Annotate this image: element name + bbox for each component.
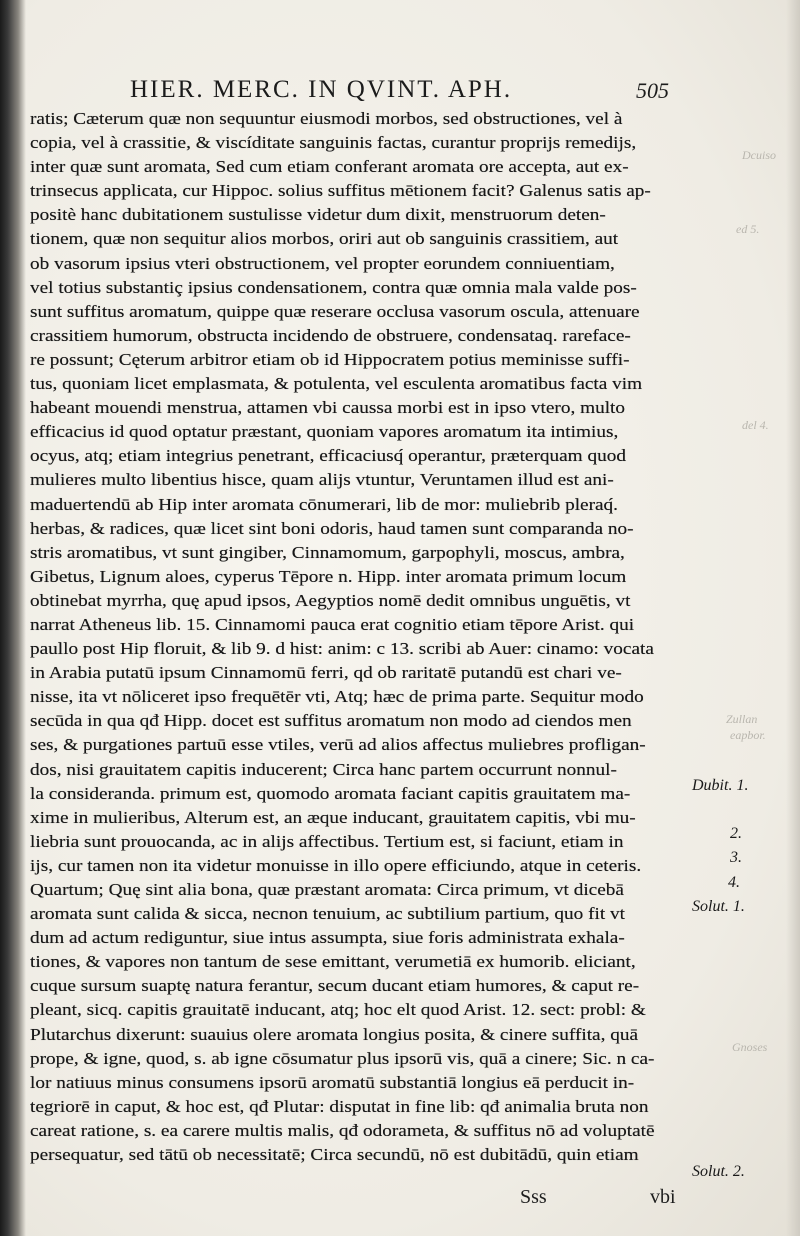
text-line: dum ad actum rediguntur, siue intus assumpta, siue foris administrata exhala-	[30, 928, 625, 948]
bleed-through-note: eapbor.	[730, 728, 766, 742]
text-line: paullo post Hip floruit, & lib 9. d hist: anim: c 13. scribi ab Auer: cinamo: vocata	[30, 639, 654, 659]
text-line: narrat Atheneus lib. 15. Cinnamomi pauca erat cognitio etiam tēpore Arist. qui	[30, 614, 635, 634]
text-line: habeant mouendi menstrua, attamen vbi caussa morbi est in ipso vtero, multo	[30, 398, 626, 418]
text-line: ocyus, atq; etiam integrius penetrant, efficaciusq́ operantur, præterquam quod	[30, 446, 626, 466]
text-line: inter quæ sunt aromata, Sed cum etiam conferant aromata ore accepta, aut ex-	[30, 157, 629, 177]
page-edge	[786, 0, 800, 1236]
text-line: ratis; Cæterum quæ non sequuntur eiusmodi morbos, sed obstructiones, vel à	[30, 109, 623, 128]
text-line: pleant, sicq. capitis grauitatē inducant, atq; hoc elt quod Arist. 12. sect: probl: &	[30, 1000, 646, 1020]
text-line: stris aromatibus, vt sunt gingiber, Cinnamomum, garpophyli, moscus, ambra,	[30, 542, 625, 562]
text-line: obtinebat myrrha, quę apud ipsos, Aegyptios nomē dedit omnibus unguētis, vt	[30, 590, 631, 610]
bleed-through-note: Gnoses	[732, 1040, 768, 1054]
text-line: mulieres multo libentius hisce, quam alijs vtuntur, Veruntamen illud est ani-	[30, 470, 614, 490]
bleed-through-note: del 4.	[742, 418, 769, 432]
text-line: tiones, & vapores non tantum de sese emittant, verumetiā ex humorib. eliciant,	[30, 952, 636, 972]
text-line: la consideranda. primum est, quomodo aromata faciant capitis grauitatem ma-	[30, 783, 631, 803]
catchword: vbi	[650, 1186, 676, 1208]
text-line: vel totius substantiç ipsius condensationem, contra quæ omnia mala valde pos-	[30, 277, 637, 297]
text-line: tus, quoniam licet emplasmata, & potulenta, vel esculenta aromatibus facta vim	[30, 374, 643, 394]
bleed-through-note: Zullan	[726, 712, 758, 726]
text-line: in Arabia putatū ipsum Cinnamomū ferri, qd ob raritatē putandū est chari ve-	[30, 663, 622, 683]
text-line: persequatur, sed tātū ob necessitatē; Circa secundū, nō est dubitādū, quin etiam	[30, 1145, 639, 1165]
text-line: lor natiuus minus consumens ipsorū aromatū substantiā longius eā perducit in-	[30, 1072, 635, 1092]
text-line: xime in mulieribus, Alterum est, an æque inducant, grauitatem capitis, vbi mu-	[30, 807, 636, 827]
running-title: HIER. MERC. IN QVINT. APH.	[130, 76, 513, 103]
text-line: Gibetus, Lignum aloes, cyperus Tēpore n. Hipp. inter aromata primum locum	[30, 566, 627, 586]
text-line: ijs, cur tamen non ita videtur monuisse in illo opere efficiundo, atque in ceteris.	[30, 855, 642, 875]
text-line: ses, & purgationes partuū esse vtiles, verū ad alios affectus muliebres profligan-	[30, 735, 646, 755]
text-line: secūda in qua qđ Hipp. docet est suffitus aromatum non modo ad ciendos men	[30, 711, 632, 731]
margin-note-solut-1: Solut. 1.	[692, 898, 745, 915]
margin-note-solut-2: Solut. 2.	[692, 1163, 745, 1180]
text-line: sunt suffitus aromatum, quippe quæ reserare occlusa vasorum oscula, attenuare	[30, 301, 640, 321]
signature-mark: Sss	[520, 1186, 547, 1208]
text-line: prope, & igne, quod, s. ab igne cōsumatur plus ipsorū vis, quā a cinere; Sic. n ca-	[30, 1048, 655, 1068]
margin-note-dubit: Dubit. 1.	[692, 777, 749, 794]
text-line: copia, vel à crassitie, & viscíditate sanguinis factas, curantur proprijs remedijs,	[30, 133, 637, 153]
text-line: Quartum; Quę sint alia bona, quæ præstant aromata: Circa primum, vt dicebā	[30, 880, 624, 899]
text-line: cuque sursum suaptę natura ferantur, secum ducant etiam humores, & caput re-	[30, 976, 640, 996]
margin-note-4: 4.	[728, 874, 740, 891]
text-line: careat ratione, s. ea carere multis malis, qđ odorameta, & suffitus nō ad voluptatē	[30, 1120, 655, 1140]
text-line: crassitiem humorum, obstructa incidendo de obstruere, condensataq. rareface-	[30, 325, 631, 345]
binding-gutter	[0, 0, 26, 1236]
text-line: herbas, & radices, quæ licet sint boni odoris, haud tamen sunt comparanda no-	[30, 518, 634, 538]
text-line: nisse, ita vt nōliceret ipso frequētēr vti, Atq; hæc de prima parte. Sequitur modo	[30, 687, 644, 707]
text-line: tegriorē in caput, & hoc est, qđ Plutar: disputat in fine lib: qđ animalia bruta non	[30, 1096, 649, 1116]
text-line: dos, nisi grauitatem capitis inducerent; Circa hanc partem occurrunt nonnul-	[30, 759, 617, 779]
page-number: 505	[636, 78, 669, 103]
text-line: tionem, quæ non sequitur alios morbos, oriri aut ob sanguinis crassitiem, aut	[30, 229, 619, 249]
margin-note-3: 3.	[730, 849, 742, 866]
bleed-through-note: ed 5.	[736, 222, 760, 236]
bleed-through-note: Dcuiso	[742, 148, 776, 162]
text-line: efficacius id quod optatur præstant, quoniam vapores aromatum ita intimius,	[30, 422, 619, 442]
text-line: aromata sunt calida & sicca, necnon tenuium, ac subtilium partium, quo fit vt	[30, 904, 625, 924]
text-line: ob vasorum ipsius vteri obstructionem, vel propter eorundem conniuentiam,	[30, 253, 615, 273]
text-line: maduertendū ab Hip inter aromata cōnumerari, lib de mor: muliebrib pleraq́.	[30, 494, 618, 514]
body-text	[30, 107, 710, 1167]
text-line: re possunt; Cęterum arbitror etiam ob id Hippocratem potius meminisse suffi-	[30, 349, 630, 369]
text-line: trinsecus applicata, cur Hippoc. solius suffitus mētionem facit? Galenus satis ap-	[30, 181, 651, 201]
margin-note-2: 2.	[730, 825, 742, 842]
text-line: liebria sunt prouocanda, ac in alijs affectibus. Tertium est, si faciunt, etiam in	[30, 831, 624, 851]
text-line: positè hanc dubitationem sustulisse videtur dum dixit, menstruorum deten-	[30, 205, 606, 225]
text-line: Plutarchus dixerunt: suauius olere aromata longius posita, & cinere suffita, quā	[30, 1024, 639, 1044]
